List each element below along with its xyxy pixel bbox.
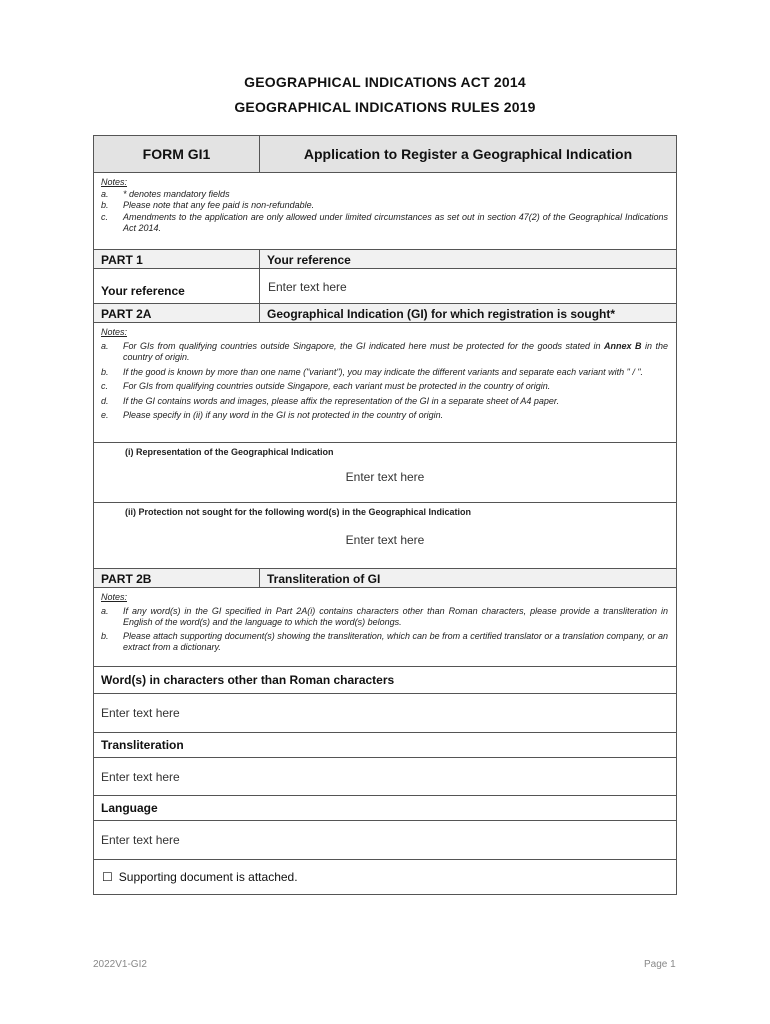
protection-not-sought-label: (ii) Protection not sought for the following word(s) in the Geographical Indication [125,507,471,517]
general-notes [94,173,676,249]
part2a-notes [94,323,676,442]
document-header [0,74,770,115]
form-title: Application to Register a Geographical Indication [303,146,633,162]
your-reference-input[interactable]: Enter text here [268,280,347,294]
protection-not-sought-block [94,503,676,568]
page-number: Page 1 [644,959,676,970]
act-title: GEOGRAPHICAL INDICATIONS ACT 2014 [244,74,526,90]
application-form [93,135,677,895]
language-input-row [94,820,676,859]
general-notes-row [94,172,676,249]
language-input[interactable]: Enter text here [101,833,180,847]
note-item: b. If the good is known by more than one name ("variant"), you may indicate the different variants and separate each variant with " / ". [101,366,644,377]
notes-label: Notes: [101,177,128,187]
note-item: a. For GIs from qualifying countries outside Singapore, the GI indicated here must be protected for the goods stated in Annex B in the country of origin. [101,340,668,362]
supporting-document-label: Supporting document is attached. [118,870,298,884]
note-item: b. Please attach supporting document(s) showing the transliteration, which can be from a certified translator or a translation company, or an extract from a dictionary. [101,630,668,652]
words-input[interactable]: Enter text here [101,706,180,720]
your-reference-label: Your reference [94,269,260,303]
supporting-document-row [94,859,676,894]
note-item: a. If any word(s) in the GI specified in Part 2A(i) contains characters other than Roman characters, please provide a transliteration in English of the word(s) and the language to which the word(s) belongs. [101,605,668,627]
part2b-number: PART 2B [94,569,260,587]
transliteration-label: Transliteration [101,738,184,752]
words-label: Word(s) in characters other than Roman characters [101,673,395,687]
part2b-notes-row [94,587,676,666]
part2a-header-row [94,303,676,322]
part1-heading: Your reference [267,253,351,267]
part2a-heading: Geographical Indication (GI) for which registration is sought* [267,307,616,321]
gi-representation-row [94,442,676,502]
your-reference-row [94,268,676,303]
part2a-number: PART 2A [94,304,260,322]
gi-representation-input[interactable]: Enter text here [345,470,425,484]
notes-label: Notes: [101,592,128,602]
protection-not-sought-input[interactable]: Enter text here [345,533,425,547]
part2b-heading: Transliteration of GI [267,572,381,586]
protection-not-sought-row [94,502,676,568]
note-item: a. * denotes mandatory fields [101,188,230,199]
part1-number: PART 1 [94,250,260,268]
note-item: c. For GIs from qualifying countries outside Singapore, each variant must be protected in the country of origin. [101,381,551,391]
note-item: e. Please specify in (ii) if any word in the GI is not protected in the country of origin. [101,410,444,420]
words-label-row [94,666,676,693]
form-name: FORM GI1 [94,136,260,172]
language-label-row [94,795,676,820]
part1-header-row [94,249,676,268]
part2a-notes-row [94,322,676,442]
gi-representation-block [94,443,676,502]
transliteration-label-row [94,732,676,757]
gi-representation-label: (i) Representation of the Geographical Indication [125,447,334,457]
transliteration-input[interactable]: Enter text here [101,769,180,784]
checkbox-icon[interactable]: ☐ [102,870,113,884]
document-code: 2022V1-GI2 [93,959,147,970]
note-item: c. Amendments to the application are only allowed under limited circumstances as set out in section 47(2) of the Geographical Indications Act 2014. [101,211,668,233]
rules-title: GEOGRAPHICAL INDICATIONS RULES 2019 [234,99,536,115]
supporting-document-checkbox-row[interactable] [94,860,676,894]
form-header-row [94,136,676,172]
words-input-row [94,693,676,732]
transliteration-input-row [94,757,676,795]
language-label: Language [101,801,158,815]
part2b-notes [94,588,676,666]
note-item: b. Please note that any fee paid is non-refundable. [101,200,315,210]
notes-label: Notes: [101,327,128,337]
note-item: d. If the GI contains words and images, please affix the representation of the GI in a separate sheet of A4 paper. [101,395,560,406]
part2b-header-row [94,568,676,587]
